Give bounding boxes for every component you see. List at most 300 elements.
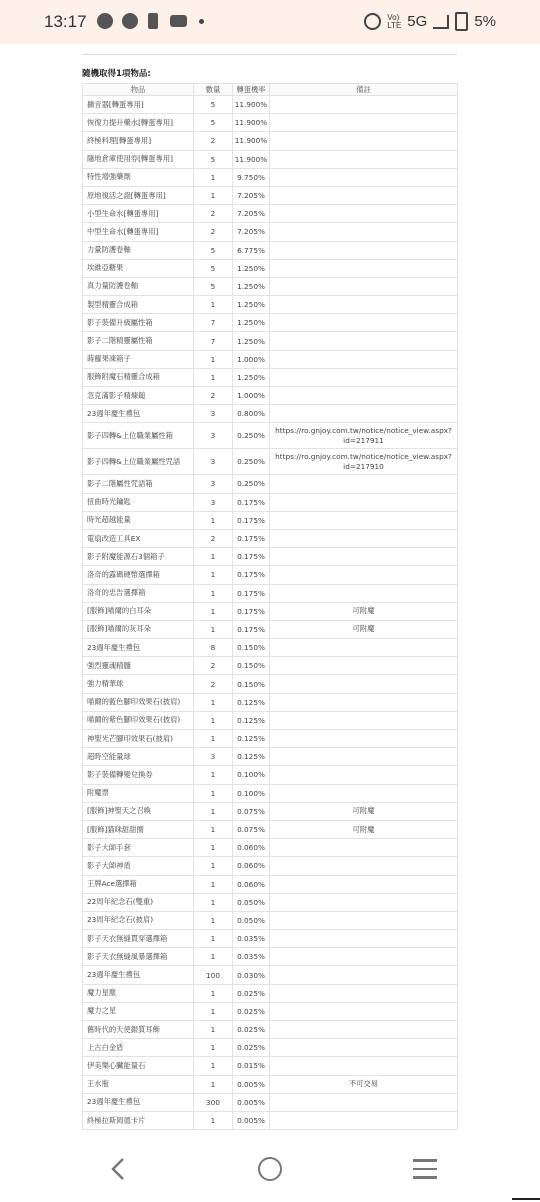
item-name-cell: 影子二階精靈屬性箱 — [83, 332, 194, 350]
probability-cell: 0.025% — [233, 1002, 270, 1020]
quantity-cell: 2 — [194, 657, 233, 675]
table-row — [83, 314, 458, 332]
quantity-cell: 2 — [194, 223, 233, 241]
table-row — [83, 639, 458, 657]
note-cell — [270, 241, 458, 259]
probability-cell: 0.035% — [233, 948, 270, 966]
battery-icon — [455, 12, 468, 31]
table-row — [83, 966, 458, 984]
table-row — [83, 1075, 458, 1093]
battery-percent: 5% — [474, 13, 496, 30]
quantity-cell: 8 — [194, 639, 233, 657]
item-name-cell: 服飾附魔石精靈合成箱 — [83, 368, 194, 386]
probability-cell: 1.000% — [233, 350, 270, 368]
header-probability: 轉蛋機率 — [233, 84, 270, 96]
probability-cell: 0.005% — [233, 1093, 270, 1111]
table-row — [83, 802, 458, 820]
probability-cell: 0.060% — [233, 857, 270, 875]
note-cell — [270, 387, 458, 405]
home-icon[interactable] — [258, 1157, 282, 1181]
table-row — [83, 168, 458, 186]
note-cell — [270, 1039, 458, 1057]
item-name-cell: 埃維亞糖果 — [83, 259, 194, 277]
note-cell: 可附魔 — [270, 802, 458, 820]
battery-saver-icon — [148, 13, 158, 29]
table-row — [83, 186, 458, 204]
item-name-cell: 恢復力提升藥水[轉蛋專用] — [83, 114, 194, 132]
probability-cell: 0.175% — [233, 493, 270, 511]
quantity-cell: 1 — [194, 802, 233, 820]
note-cell — [270, 114, 458, 132]
note-cell — [270, 857, 458, 875]
alarm-icon — [364, 13, 381, 30]
probability-cell: 0.025% — [233, 984, 270, 1002]
note-cell — [270, 657, 458, 675]
probability-cell: 0.015% — [233, 1057, 270, 1075]
table-row — [83, 150, 458, 168]
table-row — [83, 259, 458, 277]
note-cell — [270, 314, 458, 332]
probability-cell: 1.250% — [233, 296, 270, 314]
notification-dot — [199, 19, 204, 24]
note-cell: https://ro.gnjoy.com.tw/notice/notice_view.aspx?id=217910 — [270, 449, 458, 475]
note-cell — [270, 748, 458, 766]
quantity-cell: 3 — [194, 493, 233, 511]
quantity-cell: 3 — [194, 423, 233, 449]
note-cell — [270, 839, 458, 857]
item-name-cell: 製型精靈合成箱 — [83, 296, 194, 314]
item-name-cell: 擴音器[轉蛋專用] — [83, 96, 194, 114]
header-quantity: 數量 — [194, 84, 233, 96]
table-row — [83, 839, 458, 857]
probability-cell: 11.900% — [233, 150, 270, 168]
item-name-cell: 時光超越能量 — [83, 511, 194, 529]
network-label: 5G — [407, 13, 428, 30]
item-name-cell: 王水瓶 — [83, 1075, 194, 1093]
note-cell — [270, 168, 458, 186]
quantity-cell: 1 — [194, 984, 233, 1002]
note-cell — [270, 511, 458, 529]
note-cell — [270, 186, 458, 204]
item-name-cell: 蒔蘿果凍箱子 — [83, 350, 194, 368]
table-row — [83, 566, 458, 584]
table-row — [83, 96, 458, 114]
table-row — [83, 1057, 458, 1075]
note-cell — [270, 493, 458, 511]
note-cell — [270, 277, 458, 295]
quantity-cell: 300 — [194, 1093, 233, 1111]
table-row — [83, 223, 458, 241]
table-row — [83, 205, 458, 223]
note-cell — [270, 332, 458, 350]
item-name-cell: 洛奇的忠告選擇箱 — [83, 584, 194, 602]
probability-cell: 0.150% — [233, 675, 270, 693]
previous-table-fragment — [82, 44, 457, 55]
table-row — [83, 748, 458, 766]
item-name-cell: 附魔票 — [83, 784, 194, 802]
probability-cell: 0.060% — [233, 875, 270, 893]
quantity-cell: 1 — [194, 820, 233, 838]
item-name-cell: 終極料理[轉蛋專用] — [83, 132, 194, 150]
table-row — [83, 693, 458, 711]
quantity-cell: 2 — [194, 132, 233, 150]
quantity-cell: 1 — [194, 186, 233, 204]
table-row — [83, 241, 458, 259]
item-name-cell: 王牌Ace選擇箱 — [83, 875, 194, 893]
note-cell — [270, 711, 458, 729]
table-row — [83, 584, 458, 602]
navigation-bar — [0, 1142, 540, 1202]
probability-cell: 7.205% — [233, 223, 270, 241]
note-cell — [270, 475, 458, 493]
probability-cell: 11.900% — [233, 96, 270, 114]
gacha-table — [82, 83, 458, 1130]
quantity-cell: 1 — [194, 548, 233, 566]
item-name-cell: 忽克滿影子精煉鎚 — [83, 387, 194, 405]
table-row — [83, 1039, 458, 1057]
probability-cell: 0.800% — [233, 405, 270, 423]
item-name-cell: 強烈靈魂精髓 — [83, 657, 194, 675]
table-row — [83, 820, 458, 838]
table-row — [83, 405, 458, 423]
table-row — [83, 493, 458, 511]
quantity-cell: 100 — [194, 966, 233, 984]
table-row — [83, 857, 458, 875]
item-name-cell: [服飾]貓咪甜甜圈 — [83, 820, 194, 838]
note-cell: https://ro.gnjoy.com.tw/notice/notice_view.aspx?id=217911 — [270, 423, 458, 449]
table-row — [83, 711, 458, 729]
quantity-cell: 1 — [194, 296, 233, 314]
item-name-cell: 伊美樂心臟能量石 — [83, 1057, 194, 1075]
note-cell — [270, 693, 458, 711]
quantity-cell: 1 — [194, 1002, 233, 1020]
section-title: 隨機取得1項物品: — [82, 69, 151, 79]
probability-cell: 0.150% — [233, 657, 270, 675]
probability-cell: 0.005% — [233, 1075, 270, 1093]
probability-cell: 7.205% — [233, 205, 270, 223]
item-name-cell: 影子四轉&上位職業屬性咒語 — [83, 449, 194, 475]
item-name-cell: 超時空能量球 — [83, 748, 194, 766]
probability-cell: 0.050% — [233, 911, 270, 929]
table-row — [83, 332, 458, 350]
quantity-cell: 7 — [194, 314, 233, 332]
table-header-row — [83, 84, 458, 96]
quantity-cell: 1 — [194, 584, 233, 602]
probability-cell: 11.900% — [233, 132, 270, 150]
youtube-icon — [170, 15, 187, 27]
table-row — [83, 277, 458, 295]
probability-cell: 0.175% — [233, 566, 270, 584]
item-name-cell: 洛奇的露碼硬幣選擇箱 — [83, 566, 194, 584]
note-cell — [270, 875, 458, 893]
table-row — [83, 449, 458, 475]
probability-cell: 0.250% — [233, 475, 270, 493]
table-row — [83, 529, 458, 547]
probability-cell: 0.175% — [233, 620, 270, 638]
table-row — [83, 1093, 458, 1111]
item-name-cell: 真力量防護卷軸 — [83, 277, 194, 295]
item-name-cell: 舊時代的天使銀質耳飾 — [83, 1021, 194, 1039]
quantity-cell: 5 — [194, 277, 233, 295]
item-name-cell: 23週年慶生禮包 — [83, 1093, 194, 1111]
quantity-cell: 5 — [194, 96, 233, 114]
note-cell — [270, 566, 458, 584]
note-cell — [270, 296, 458, 314]
item-name-cell: 影子四轉&上位職業屬性箱 — [83, 423, 194, 449]
probability-cell: 6.775% — [233, 241, 270, 259]
probability-cell: 0.250% — [233, 449, 270, 475]
table-row — [83, 387, 458, 405]
quantity-cell: 2 — [194, 205, 233, 223]
item-name-cell: 影子天衣無縫風暴選擇箱 — [83, 948, 194, 966]
item-name-cell: 影子裝備升級屬性箱 — [83, 314, 194, 332]
probability-cell: 0.030% — [233, 966, 270, 984]
item-name-cell: 影子裝備轉變兌換券 — [83, 766, 194, 784]
probability-cell: 0.125% — [233, 730, 270, 748]
note-cell — [270, 984, 458, 1002]
note-cell — [270, 205, 458, 223]
item-name-cell: 小型生命水[轉蛋專用] — [83, 205, 194, 223]
table-row — [83, 423, 458, 449]
item-name-cell: 23週年慶生禮包 — [83, 966, 194, 984]
table-row — [83, 475, 458, 493]
note-cell — [270, 730, 458, 748]
item-name-cell: 魔力之星 — [83, 1002, 194, 1020]
probability-cell: 1.250% — [233, 277, 270, 295]
probability-cell: 0.100% — [233, 766, 270, 784]
table-row — [83, 602, 458, 620]
quantity-cell: 1 — [194, 368, 233, 386]
note-cell: 可附魔 — [270, 602, 458, 620]
probability-cell: 1.000% — [233, 387, 270, 405]
item-name-cell: 影子附魔能源石3個箱子 — [83, 548, 194, 566]
quantity-cell: 1 — [194, 168, 233, 186]
item-name-cell: 隨地倉庫使用券[轉蛋專用] — [83, 150, 194, 168]
probability-cell: 7.205% — [233, 186, 270, 204]
probability-cell: 0.060% — [233, 839, 270, 857]
table-row — [83, 1021, 458, 1039]
signal-icon — [433, 15, 449, 29]
quantity-cell: 7 — [194, 332, 233, 350]
quantity-cell: 1 — [194, 857, 233, 875]
item-name-cell: 電扇改造工具EX — [83, 529, 194, 547]
note-cell — [270, 1057, 458, 1075]
item-name-cell: 力量防護卷軸 — [83, 241, 194, 259]
header-note: 備註 — [270, 84, 458, 96]
note-cell — [270, 911, 458, 929]
item-name-cell: 喵爾的藍色腳印效果石(披肩) — [83, 693, 194, 711]
quantity-cell: 1 — [194, 1075, 233, 1093]
table-row — [83, 930, 458, 948]
item-name-cell: 影子大師神盾 — [83, 857, 194, 875]
note-cell — [270, 132, 458, 150]
quantity-cell: 2 — [194, 675, 233, 693]
quantity-cell: 1 — [194, 911, 233, 929]
item-name-cell: 影子大師手套 — [83, 839, 194, 857]
item-name-cell: 22周年紀念石(雙重) — [83, 893, 194, 911]
facebook-icon — [97, 13, 113, 29]
table-row — [83, 893, 458, 911]
item-name-cell: 影子天衣無縫貫穿選擇箱 — [83, 930, 194, 948]
probability-cell: 0.100% — [233, 784, 270, 802]
table-row — [83, 350, 458, 368]
note-cell — [270, 1111, 458, 1129]
note-cell — [270, 529, 458, 547]
probability-cell: 0.175% — [233, 511, 270, 529]
item-name-cell: [服飾]神聖天之召喚 — [83, 802, 194, 820]
probability-cell: 11.900% — [233, 114, 270, 132]
item-name-cell: 扭曲時光鑰匙 — [83, 493, 194, 511]
table-row — [83, 675, 458, 693]
note-cell — [270, 259, 458, 277]
table-row — [83, 548, 458, 566]
note-cell — [270, 548, 458, 566]
quantity-cell: 1 — [194, 766, 233, 784]
item-name-cell: 終極拉斯岡德卡片 — [83, 1111, 194, 1129]
note-cell — [270, 948, 458, 966]
item-name-cell: 中型生命水[轉蛋專用] — [83, 223, 194, 241]
probability-cell: 0.125% — [233, 693, 270, 711]
table-row — [83, 296, 458, 314]
probability-cell: 0.075% — [233, 802, 270, 820]
probability-cell: 9.750% — [233, 168, 270, 186]
probability-cell: 0.025% — [233, 1039, 270, 1057]
quantity-cell: 1 — [194, 511, 233, 529]
table-row — [83, 766, 458, 784]
quantity-cell: 1 — [194, 1021, 233, 1039]
probability-cell: 0.050% — [233, 893, 270, 911]
table-row — [83, 511, 458, 529]
note-cell — [270, 675, 458, 693]
volte-icon: Vo) LTE — [387, 12, 402, 30]
quantity-cell: 1 — [194, 1111, 233, 1129]
table-row — [83, 948, 458, 966]
note-cell: 可附魔 — [270, 620, 458, 638]
note-cell — [270, 930, 458, 948]
item-name-cell: 23周年紀念石(披肩) — [83, 911, 194, 929]
probability-cell: 0.175% — [233, 602, 270, 620]
quantity-cell: 5 — [194, 241, 233, 259]
item-name-cell: 神聖光芒腳印效果石(披肩) — [83, 730, 194, 748]
item-name-cell: [服飾]喵爾的白耳朵 — [83, 602, 194, 620]
gesture-indicator — [512, 1198, 540, 1200]
item-name-cell: 強力精華球 — [83, 675, 194, 693]
note-cell — [270, 766, 458, 784]
table-row — [83, 784, 458, 802]
quantity-cell: 1 — [194, 730, 233, 748]
table-row — [83, 875, 458, 893]
table-row — [83, 114, 458, 132]
probability-cell: 0.035% — [233, 930, 270, 948]
note-cell — [270, 96, 458, 114]
table-row — [83, 368, 458, 386]
table-row — [83, 132, 458, 150]
probability-cell: 0.175% — [233, 584, 270, 602]
item-name-cell: 原地復活之證[轉蛋專用] — [83, 186, 194, 204]
note-cell — [270, 639, 458, 657]
status-right — [364, 12, 496, 31]
table-row — [83, 1111, 458, 1129]
quantity-cell: 1 — [194, 1057, 233, 1075]
back-icon[interactable] — [105, 1155, 133, 1183]
note-cell — [270, 893, 458, 911]
quantity-cell: 1 — [194, 948, 233, 966]
quantity-cell: 3 — [194, 748, 233, 766]
note-cell: 不可交易 — [270, 1075, 458, 1093]
probability-cell: 0.250% — [233, 423, 270, 449]
table-row — [83, 730, 458, 748]
table-row — [83, 911, 458, 929]
probability-cell: 0.175% — [233, 529, 270, 547]
note-cell — [270, 405, 458, 423]
item-name-cell: 上古白金盾 — [83, 1039, 194, 1057]
probability-cell: 1.250% — [233, 314, 270, 332]
note-cell — [270, 784, 458, 802]
quantity-cell: 1 — [194, 1039, 233, 1057]
item-name-cell: 23週年慶生禮包 — [83, 405, 194, 423]
quantity-cell: 1 — [194, 620, 233, 638]
item-name-cell: 特性增強藥劑 — [83, 168, 194, 186]
status-time: 13:17 — [44, 12, 87, 31]
quantity-cell: 5 — [194, 259, 233, 277]
probability-cell: 0.005% — [233, 1111, 270, 1129]
probability-cell: 1.250% — [233, 368, 270, 386]
item-name-cell: 魔力星塵 — [83, 984, 194, 1002]
quantity-cell: 1 — [194, 602, 233, 620]
quantity-cell: 1 — [194, 693, 233, 711]
quantity-cell: 1 — [194, 350, 233, 368]
item-name-cell: 23週年慶生禮包 — [83, 639, 194, 657]
probability-cell: 1.250% — [233, 332, 270, 350]
header-item: 物品 — [83, 84, 194, 96]
quantity-cell: 1 — [194, 875, 233, 893]
quantity-cell: 2 — [194, 529, 233, 547]
table-row — [83, 657, 458, 675]
recent-apps-icon[interactable] — [413, 1159, 437, 1185]
item-name-cell: 喵爾的紫色腳印效果石(披肩) — [83, 711, 194, 729]
probability-cell: 1.250% — [233, 259, 270, 277]
quantity-cell: 3 — [194, 449, 233, 475]
note-cell — [270, 966, 458, 984]
quantity-cell: 5 — [194, 150, 233, 168]
note-cell — [270, 1021, 458, 1039]
note-cell — [270, 1002, 458, 1020]
probability-cell: 0.075% — [233, 820, 270, 838]
note-cell — [270, 223, 458, 241]
probability-cell: 0.125% — [233, 711, 270, 729]
quantity-cell: 1 — [194, 839, 233, 857]
quantity-cell: 1 — [194, 711, 233, 729]
quantity-cell: 1 — [194, 784, 233, 802]
note-cell — [270, 368, 458, 386]
table-row — [83, 620, 458, 638]
quantity-cell: 1 — [194, 566, 233, 584]
note-cell: 可附魔 — [270, 820, 458, 838]
item-name-cell: 影子二階屬性咒語箱 — [83, 475, 194, 493]
probability-cell: 0.125% — [233, 748, 270, 766]
probability-cell: 0.025% — [233, 1021, 270, 1039]
quantity-cell: 1 — [194, 893, 233, 911]
probability-cell: 0.175% — [233, 548, 270, 566]
status-bar — [0, 0, 540, 44]
quantity-cell: 1 — [194, 930, 233, 948]
quantity-cell: 3 — [194, 475, 233, 493]
note-cell — [270, 584, 458, 602]
table-row — [83, 1002, 458, 1020]
item-name-cell: [服飾]喵爾的灰耳朵 — [83, 620, 194, 638]
quantity-cell: 3 — [194, 405, 233, 423]
page-content — [82, 44, 457, 1130]
